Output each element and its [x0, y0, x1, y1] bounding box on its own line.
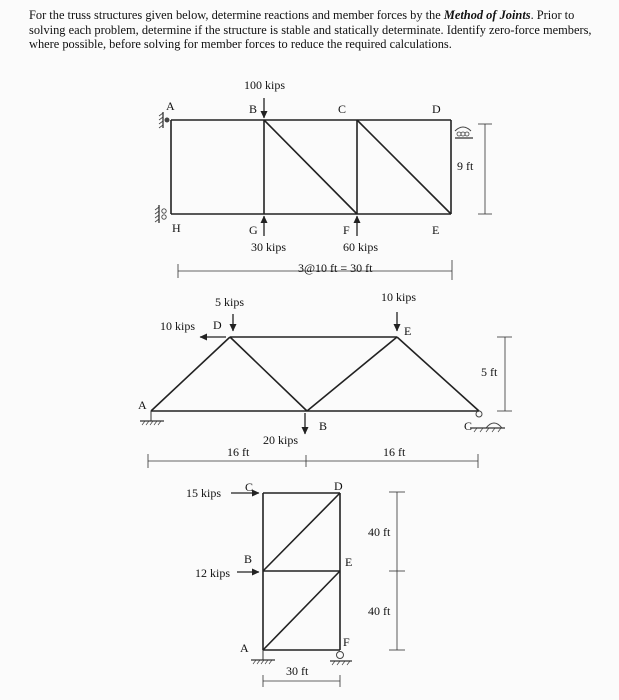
- truss-1-height-label: 9 ft: [457, 159, 474, 173]
- truss-2-node-e: E: [404, 324, 412, 338]
- member-bd: [263, 493, 340, 571]
- truss-3-node-b: B: [244, 552, 253, 566]
- truss-1-roller-support-d: [455, 127, 473, 138]
- truss-3-upper-height-label: 40 ft: [368, 525, 391, 539]
- truss-1-members: [171, 120, 451, 214]
- truss-3-pin-support-a: [251, 650, 275, 664]
- truss-3-members: [263, 493, 340, 650]
- truss-1-load-f-label: 60 kips: [343, 240, 379, 254]
- truss-3-lower-height-label: 40 ft: [368, 604, 391, 618]
- truss-1-node-f: F: [343, 223, 350, 237]
- truss-1-node-e: E: [432, 223, 440, 237]
- member-ae: [263, 571, 340, 650]
- member-db: [230, 337, 307, 411]
- truss-1-node-h: H: [172, 221, 181, 235]
- truss-3-node-f: F: [343, 635, 350, 649]
- truss-1-node-a: A: [166, 99, 175, 113]
- problem-text-part2: . Prior to solving each problem, determine if the structure is stable and statically determinate. Identify zero-force members, where possible, before solving for member forces to reduce the required calculations.: [29, 8, 592, 51]
- truss-1-load-b-label: 100 kips: [244, 78, 286, 92]
- truss-1-load-g-label: 30 kips: [251, 240, 287, 254]
- problem-text-part1: For the truss structures given below, determine reactions and member forces by the: [29, 8, 444, 22]
- member-bf: [264, 120, 357, 214]
- truss-2-members: [151, 337, 479, 411]
- truss-2-load-d-horizontal-label: 10 kips: [160, 319, 196, 333]
- truss-1-node-c: C: [338, 102, 347, 116]
- truss-2-load-e-label: 10 kips: [381, 290, 417, 304]
- truss-1-node-b: B: [249, 102, 258, 116]
- truss-3-node-d: D: [334, 479, 343, 493]
- truss-2-node-b: B: [319, 419, 328, 433]
- truss-3-node-c: C: [245, 480, 254, 494]
- truss-2-left-span-label: 16 ft: [227, 445, 250, 459]
- truss-3-roller-support-f: [330, 652, 352, 666]
- truss-2-right-span-label: 16 ft: [383, 445, 406, 459]
- truss-1-node-g: G: [249, 223, 258, 237]
- truss-3-width-label: 30 ft: [286, 664, 309, 678]
- method-name: Method of Joints: [443, 8, 531, 22]
- truss-2-height-label: 5 ft: [481, 365, 498, 379]
- member-be: [307, 337, 397, 411]
- truss-2-node-a: A: [138, 398, 147, 412]
- truss-2-roller-support-c: [470, 411, 505, 432]
- member-ce: [357, 120, 451, 214]
- truss-3-load-b-label: 12 kips: [195, 566, 231, 580]
- truss-1: [155, 78, 492, 280]
- truss-3: [186, 479, 405, 687]
- truss-2-node-c: C: [464, 419, 473, 433]
- member-ec: [397, 337, 479, 411]
- truss-2: [138, 290, 512, 468]
- truss-1-span-label: 3@10 ft = 30 ft: [298, 261, 373, 275]
- member-ad: [151, 337, 230, 411]
- truss-2-pin-support-a: [140, 411, 164, 425]
- truss-2-load-d-vertical-label: 5 kips: [215, 295, 245, 309]
- truss-2-node-d: D: [213, 318, 222, 332]
- truss-3-node-a: A: [240, 641, 249, 655]
- truss-3-load-c-label: 15 kips: [186, 486, 222, 500]
- truss-1-roller-support-h: [155, 205, 166, 223]
- truss-1-node-d: D: [432, 102, 441, 116]
- truss-3-node-e: E: [345, 555, 353, 569]
- truss-1-pin-support-a: [159, 112, 170, 128]
- truss-2-load-b-label: 20 kips: [263, 433, 299, 447]
